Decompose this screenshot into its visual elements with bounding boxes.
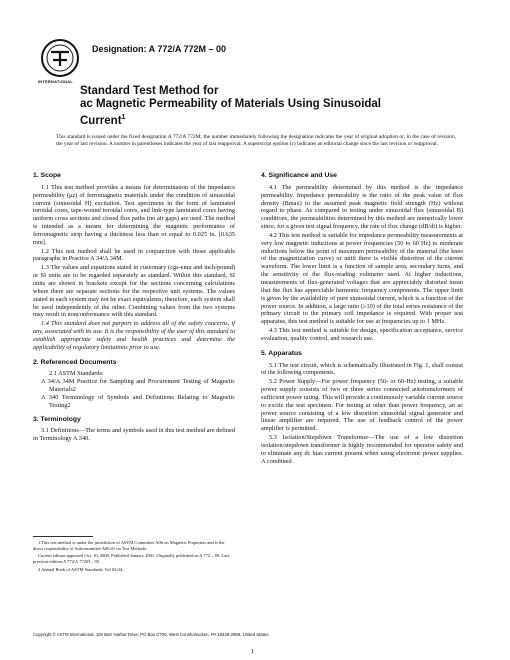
paragraph-4-2: 4.2 This test method is suitable for impedance permeability measurements at very low magnetic inductions at power frequencies (50 to 60 Hz) to moderate inductions below the point of maximum permeability of the material (the knee of the magnetization curve) or until there is visible distortion of the current waveform. The lower limit is a function of sample area, secondary turns, and the sensitivity of the flux-reading voltmeter used. At higher inductions, measurements of flux-generated voltages that are appreciably distorted mean that the flux has appreciable harmonic frequency components. The upper limit is given by the availability of pure sinusoidal current, which is a function of the power source. In addition, a large ratio (≥10) of the total series resistance of the primary circuit to the primary coil impedance is required. With proper test apparatus, this test method is suitable for use at frequencies up to 1 MHz.: [261, 231, 463, 326]
section-heading-significance: 4. Significance and Use: [261, 172, 337, 179]
section-heading-scope: 1. Scope: [33, 172, 61, 179]
paragraph-1-4: 1.4 This standard does not purport to address all of the safety concerns, if any, associated with its use. It is the responsibility of the user of this standard to establish appropriate safety and health practices and determine the applicability of regulatory limitations prior to use.: [33, 320, 235, 351]
copyright-line: Copyright © ASTM International, 100 Barr Harbor Drive, PO Box C700, West Conshohocken, PA 19428-2959, United States.: [33, 632, 270, 637]
issued-note: This standard is issued under the fixed designation A 772/A 772M; the number immediately following the designation indicates the year of original adoption or, in the case of revision, the year of last revision. A number in parentheses indicates the year of last reapproval. A superscript epsilon (ε) indicates an editorial change since the last revision or reapproval.: [56, 134, 456, 147]
paragraph-1-3: 1.3 The values and equations stated in customary (cgs-emu and inch-pound) or SI units are to be regarded separately as standard. Within this standard, SI units are shown in brackets except for the sections concerning calculations where there are separate sections for the respective unit systems. The values stated in each system may not be exact equivalents; therefore, each system shall be used independently of the other. Combining values from the two systems may result in nonconformance with this standard.: [33, 264, 235, 319]
footnote-1: 1 This test method is under the jurisdiction of ASTM Committee A06 on Magnetic Properties and is the direct responsibility of Subcommittee A06.01 on Test Methods.: [33, 540, 225, 551]
designation-line: Designation: A 772/A 772M – 00: [92, 44, 227, 54]
footnote-1-edition: Current edition approved Oct. 10, 2000. Published January 2001. Originally published as A 772 – 80. Last previous edition A 772/A 772M – 95.: [33, 553, 230, 565]
paragraph-5-3: 5.3 Isolation/Stepdown Transformer—The use of a low distortion isolation/stepdown transformer is highly recommended for operator safety and to eliminate any dc bias current present when using electronic power supplies. A combined: [261, 434, 463, 465]
reference-a34: A 34/A 34M Practice for Sampling and Procurement Testing of Magnetic Materials2: [41, 378, 235, 394]
title-line-3: Current$^1$: [80, 114, 126, 127]
paragraph-5-2: 5.2 Power Supply—For power frequency (50- or 60-Hz) testing, a suitable power supply consists of two or three series connected autotransformers of sufficient power rating. This will provide a continuously variable current source to excite the test specimen. For testing at other than power frequency, an ac power source consisting of a low distortion sinusoidal signal generator and linear amplifier are required. The use of feedback control of the power amplifier is permitted.: [261, 378, 463, 433]
astm-logo-icon: [40, 38, 80, 78]
paragraph-3-1: 3.1 Definitions—The terms and symbols used in this test method are defined in Terminology A 340.: [33, 427, 235, 443]
paragraph-4-3: 4.3 This test method is suitable for design, specification acceptance, service evaluation, quality control, and research use.: [261, 327, 463, 342]
logo-caption: INTERNATIONAL: [38, 79, 73, 84]
section-heading-terminology: 3. Terminology: [33, 415, 81, 423]
page-number: 1: [251, 648, 255, 655]
footnote-2: 2 Annual Book of ASTM Standards, Vol 03.04.: [38, 566, 124, 572]
title-line-1: Standard Test Method for: [80, 85, 219, 97]
paragraph-1-1: 1.1 This test method provides a means for determination of the impedance permeability (μz) of ferromagnetic materials under the condition of sinusoidal current (sinusoidal H) excitation. Test specimens in the form of laminated toroidal cores, tape-wound toroidal cores, and link-type laminated cores having uniform cross sections and closed flux paths (no air gaps) are used. The method is intended as a means for determining the magnetic performance of ferromagnetic strip having a thickness less than or equal to 0.025 in. [0.635 mm].: [33, 183, 235, 246]
section-heading-referenced-documents: 2. Referenced Documents: [33, 358, 117, 366]
title-line-2: ac Magnetic Permeability of Materials Using Sinusoidal: [80, 98, 381, 110]
right-column: [261, 172, 463, 467]
footnotes: [33, 536, 235, 574]
section-heading-apparatus: 5. Apparatus: [261, 349, 302, 357]
left-column: [33, 172, 235, 444]
reference-a340: A 340 Terminology of Symbols and Definitions Relating to Magnetic Testing2: [41, 393, 235, 409]
footnote-divider: [33, 536, 93, 537]
paragraph-1-2: 1.2 This test method shall be used in conjunction with those applicable paragraphs in Practice A 34/A 34M.: [33, 247, 235, 263]
paragraph-5-1: 5.1 The test circuit, which is schematically illustrated in Fig. 1, shall consist of the following components.: [261, 361, 463, 377]
document-title: [80, 85, 440, 128]
paragraph-4-1: 4.1 The permeability determined by this method is the impedance permeability. Impedance permeability is the ratio of the peak value of flux density (Bmax) to the assumed peak magnetic field strength (Hz) without regard to phase. As compared to testing under sinusoidal flux (sinusoidal B) conditions, the permeabilities determined by this method are numerically lower since, for a given test signal frequency, the rate of flux change (dB/dt) is higher.: [261, 183, 463, 231]
paragraph-2-1: 2.1 ASTM Standards:: [49, 370, 104, 378]
